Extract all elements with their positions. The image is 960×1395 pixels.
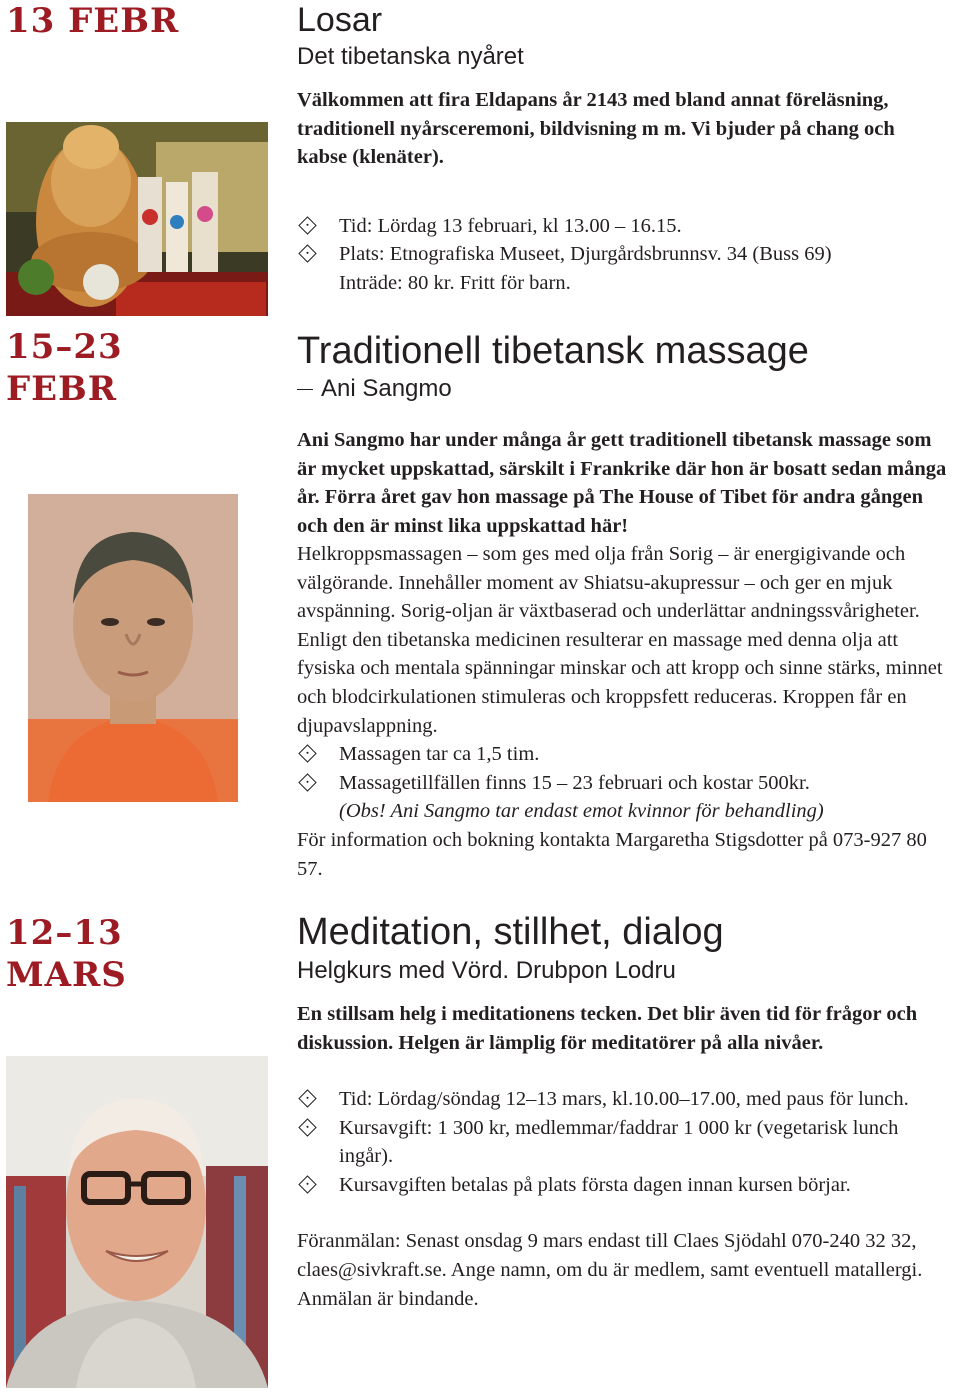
losar-fee-line: Inträde: 80 kr. Fritt för barn. <box>339 271 571 294</box>
losar-intro: Välkommen att fira Eldapans år 2143 med bland annat föreläsning, traditionell nyårsceremoni, bildvisning m m. Vi bjuder på chang och kabse (klenäter). <box>297 89 895 168</box>
diamond-bullet-icon <box>298 1089 316 1107</box>
massage-intro: Ani Sangmo har under många år gett traditionell tibetansk massage som är mycket uppskattad, särskilt i Frankrike där hon är bosatt sedan många år. Förra året gav hon massage på The House of Tibet för andra gången och den är minst lika uppskattad här! <box>297 429 947 537</box>
massage-contact: För information och bokning kontakta Margaretha Stigsdotter på 073-927 80 57. <box>297 828 927 880</box>
event-meditation <box>297 910 957 1313</box>
massage-body: Helkroppsmassagen – som ges med olja från Sorig – är energigivande och välgörande. Innehåller moment av Shiatsu-akupressur – och ger en mjuk avspänning. Sorig-oljan är växtbaserad och underlättar andningssvårigheter. Enligt den tibetanska medicinen resulterar en massage med denna olja att fysiska och mentala spänningar minskar och att kropp och sinne stärks, minnet och blodcirkulationen stimuleras och kroppsfett reduceras. Kroppen får en djupavslappning. <box>297 543 943 737</box>
massage-duration-item: Massagen tar ca 1,5 tim. <box>297 740 957 769</box>
meditation-subtitle: Helgkurs med Vörd. Drubpon Lodru <box>297 957 676 984</box>
ani-sangmo-portrait <box>28 494 238 802</box>
massage-price-item: Massagetillfällen finns 15 – 23 februari och kostar 500kr. <box>297 769 957 798</box>
losar-title: Losar <box>297 1 383 39</box>
meditation-registration: Föranmälan: Senast onsdag 9 mars endast till Claes Sjödahl 070-240 32 32, claes@sivkraft.se. Ange namn, om du är medlem, samt eventuell matallergi. Anmälan är bindande. <box>297 1230 923 1310</box>
date-meditation <box>6 912 127 996</box>
date-meditation-days: 12–13 <box>6 913 123 953</box>
meditation-payment-item: Kursavgiften betalas på plats första dagen innan kursen börjar. <box>297 1171 952 1200</box>
massage-byline: Ani Sangmo <box>297 374 957 404</box>
diamond-bullet-icon <box>298 244 316 262</box>
meditation-time-item: Tid: Lördag/söndag 12–13 mars, kl.10.00–17.00, med paus för lunch. <box>297 1085 952 1114</box>
losar-offering-photo <box>6 122 268 316</box>
date-massage <box>6 326 123 410</box>
date-meditation-month: MARS <box>6 955 127 995</box>
diamond-bullet-icon <box>298 1175 316 1193</box>
meditation-intro: En stillsam helg i meditationens tecken. Det blir även tid för frågor och diskussion. Helgen är lämplig för meditatörer på alla nivåer. <box>297 1003 918 1054</box>
date-massage-days: 15–23 <box>6 327 123 367</box>
event-losar <box>297 0 957 297</box>
date-losar: 13 FEBR <box>6 1 180 41</box>
meditation-title: Meditation, stillhet, dialog <box>297 911 724 953</box>
losar-place-item: Plats: Etnografiska Museet, Djurgårdsbrunnsv. 34 (Buss 69) <box>297 240 957 269</box>
diamond-bullet-icon <box>298 216 316 234</box>
losar-time-item: Tid: Lördag 13 februari, kl 13.00 – 16.15. <box>297 212 957 241</box>
diamond-bullet-icon <box>298 773 316 791</box>
drubpon-lodru-portrait <box>6 1056 268 1388</box>
massage-note: (Obs! Ani Sangmo tar endast emot kvinnor för behandling) <box>339 800 824 823</box>
massage-title: Traditionell tibetansk massage <box>297 330 809 372</box>
losar-subtitle: Det tibetanska nyåret <box>297 43 524 70</box>
diamond-bullet-icon <box>298 744 316 762</box>
diamond-bullet-icon <box>298 1118 316 1136</box>
date-massage-month: FEBR <box>6 369 118 409</box>
meditation-fee-item: Kursavgift: 1 300 kr, medlemmar/faddrar 1 000 kr (vegetarisk lunch ingår). <box>297 1114 937 1171</box>
byline-dash <box>297 389 313 390</box>
event-massage <box>297 328 957 883</box>
